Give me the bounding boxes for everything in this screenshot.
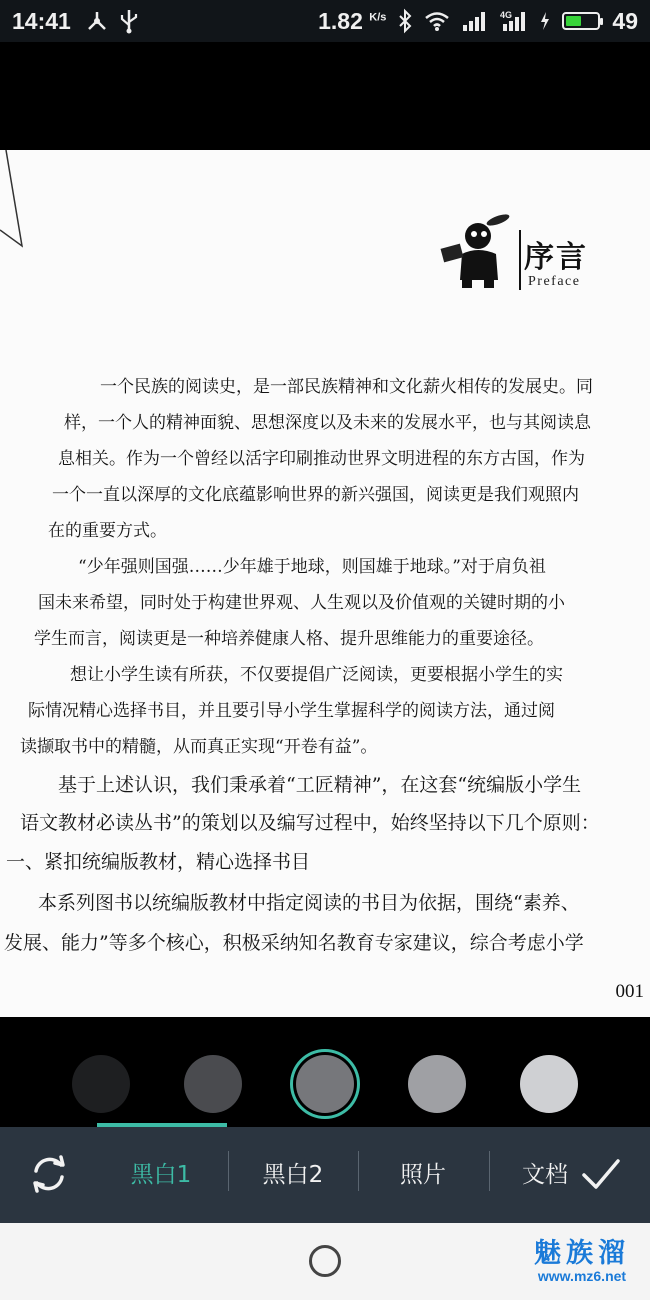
- network-speed: 1.82 $^{K/s}$: [318, 7, 387, 34]
- page-number: 001: [615, 981, 644, 1002]
- tab-bw2[interactable]: 黑白2: [262, 1162, 324, 1188]
- doc-line: 息相关。作为一个曾经以活字印刷推动世界文明进程的东方古国，作为: [58, 449, 585, 469]
- charging-icon: [540, 11, 550, 31]
- swatch-mid[interactable]: [296, 1055, 354, 1113]
- doc-line: 语文教材必读丛书”的策划以及编写过程中，始终坚持以下几个原则：: [20, 812, 600, 834]
- watermark-url: www.mz6.net: [537, 1268, 627, 1284]
- status-time: 14:41: [12, 7, 71, 34]
- swatch-dark[interactable]: [184, 1055, 242, 1113]
- doc-line: 本系列图书以统编版教材中指定阅读的书目为依据，围绕“素养、: [38, 892, 580, 914]
- bluetooth-icon: [398, 9, 412, 33]
- status-left-icons: [85, 8, 139, 34]
- swatch-darkest[interactable]: [72, 1055, 130, 1113]
- tab-divider: [489, 1151, 490, 1191]
- signal-icon: [462, 10, 488, 32]
- filter-swatch-strip: [0, 1017, 650, 1127]
- doc-line: 在的重要方式。: [48, 521, 167, 541]
- tab-photo[interactable]: 照片: [400, 1162, 446, 1188]
- doc-line: 际情况精心选择书目，并且要引导小学生掌握科学的阅读方法，通过阅: [28, 701, 555, 721]
- swatch-lightest[interactable]: [520, 1055, 578, 1113]
- doc-line: 一个一直以深厚的文化底蕴影响世界的新兴强国，阅读更是我们观照内: [52, 485, 579, 505]
- system-nav-bar: [0, 1223, 650, 1300]
- doc-line: “少年强则国强……少年雄于地球，则国雄于地球。”对于肩负祖: [78, 557, 546, 577]
- wifi-icon: [424, 10, 450, 32]
- doc-line: 发展、能力”等多个核心，积极采纳知名教育专家建议，综合考虑小学: [4, 932, 584, 954]
- page-fold-mark: [0, 150, 40, 260]
- usb-icon: [119, 8, 139, 34]
- tab-document-clip: [522, 1155, 568, 1195]
- doc-line: 基于上述认识，我们秉承着“工匠精神”，在这套“统编版小学生: [58, 774, 582, 796]
- svg-text:4G: 4G: [500, 10, 513, 20]
- preface-title-zh: 序言: [524, 240, 588, 275]
- tab-divider: [228, 1151, 229, 1191]
- doc-line: 样，一个人的精神面貌、思想深度以及未来的发展水平，也与其阅读息: [64, 413, 591, 433]
- doc-line: 读撷取书中的精髓，从而真正实现“开卷有益”。: [20, 737, 378, 757]
- status-right: [318, 8, 638, 35]
- doc-line: 一个民族的阅读史，是一部民族精神和文化薪火相传的发展史。同: [100, 377, 593, 397]
- tab-divider: [358, 1151, 359, 1191]
- status-bar: [0, 0, 650, 42]
- tab-document[interactable]: 文档: [522, 1162, 568, 1188]
- rotate-icon[interactable]: [28, 1153, 70, 1195]
- watermark-title: 魅族溜: [534, 1238, 630, 1269]
- watermark-logo: [534, 1231, 630, 1284]
- doc-section-heading: 一、紧扣统编版教材，精心选择书目: [6, 851, 311, 873]
- swatch-light[interactable]: [408, 1055, 466, 1113]
- preface-heading: [440, 210, 600, 290]
- share-icon: [85, 9, 109, 33]
- home-button-icon[interactable]: [309, 1245, 341, 1277]
- checkmark-icon[interactable]: [578, 1151, 624, 1197]
- doc-line: 国未来希望，同时处于构建世界观、人生观以及价值观的关键时期的小: [38, 593, 565, 613]
- doc-line: 学生而言，阅读更是一种培养健康人格、提升思维能力的重要途径。: [34, 629, 544, 649]
- tab-bw1[interactable]: 黑白1: [130, 1162, 192, 1188]
- scanned-page: [0, 150, 650, 1055]
- battery-percent: 49: [612, 7, 638, 34]
- signal-4g-icon: [500, 9, 528, 33]
- doc-line: 想让小学生读有所获，不仅要提倡广泛阅读，更要根据小学生的实: [70, 665, 563, 685]
- document-preview: [0, 42, 650, 1017]
- battery-level-fill: [566, 16, 581, 26]
- preface-title-en: Preface: [528, 274, 581, 289]
- reading-figure-illustration: [440, 210, 520, 290]
- bottom-toolbar: [0, 1127, 650, 1223]
- battery-icon: [562, 12, 600, 30]
